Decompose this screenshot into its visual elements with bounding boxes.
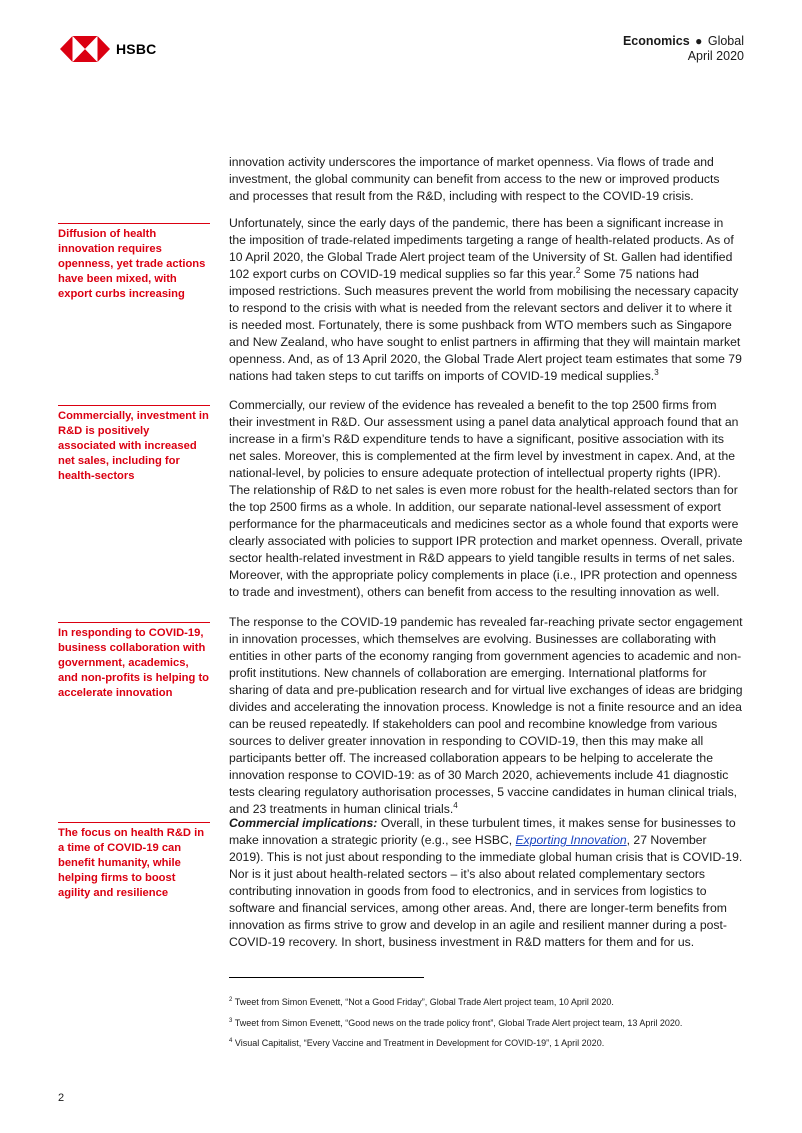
footnote-ref[interactable]: 2 (575, 265, 581, 275)
footnote (229, 1015, 749, 1029)
body-paragraph (229, 397, 743, 601)
brand-name: HSBC (116, 41, 157, 57)
sidebar-callout: The focus on health R&D in a time of COVID-19 can benefit humanity, while helping firms to boost agility and resilience (58, 822, 210, 901)
paragraph-text: Some 75 nations had imposed restrictions. Such measures prevent the world from mobilising the necessary capacity to respond to the crisis with what is needed from the relevant sectors and deliver it to where it is needed most. Fortunately, there is some pushback from WTO members such as Singapore and New Zealand, who have sought to enlist partners in affirming that they will maintain market openness. And, as of 13 April 2020, the Global Trade Alert project team estimates that some 79 nations had taken steps to cut tariffs on imports of COVID-19 medical supplies. (229, 267, 742, 383)
footnote (229, 994, 749, 1008)
hsbc-logo (60, 36, 156, 62)
body-paragraph (229, 614, 743, 818)
report-date: April 2020 (687, 49, 744, 63)
hsbc-hexagon-icon (60, 36, 110, 62)
body-paragraph (229, 154, 743, 205)
section-label: Economics (622, 34, 690, 48)
footnote-number: 4 (229, 1038, 233, 1044)
bullet-separator: ● (695, 34, 703, 48)
footnote-ref[interactable]: 4 (453, 800, 458, 810)
paragraph-text: innovation activity underscores the importance of market openness. Via flows of trade and investment, the global community can benefit from access to the new or improved products and processes that result from the R&D, including with respect to the COVID-19 crisis. (229, 155, 720, 203)
paragraph-text: , 27 November 2019). This is not just about responding to the immediate global human crisis that is COVID-19. Nor is it just about health-related sectors – it’s also about related complementary sectors contributing innovation in goods from food to electronics, and in services from logistics to software and financial services, among other areas. And, there are longer-term benefits from innovation as firms strive to grow and develop in an agile and resilient manner during a post-COVID-19 recovery. In short, business investment in R&D matters for them and for us. (229, 833, 743, 949)
footnote-text: Tweet from Simon Evenett, “Good news on the trade policy front”, Global Trade Alert project team, 13 April 2020. (234, 1018, 683, 1028)
footnote-number: 2 (229, 997, 233, 1003)
body-paragraph (229, 815, 743, 951)
report-header (623, 34, 744, 64)
paragraph-text: Overall, in these turbulent times, it makes sense for businesses to make innovation a strategic priority (e.g., see HSBC, (229, 816, 736, 847)
region-label: Global (707, 34, 744, 48)
footnote-number: 3 (229, 1018, 233, 1024)
sidebar-callout: In responding to COVID-19, business collaboration with government, academics, and non-profits is helping to accelerate innovation (58, 622, 210, 701)
page-number: 2 (58, 1092, 65, 1104)
footnote (229, 1035, 749, 1049)
footnote-divider (229, 977, 424, 978)
paragraph-lead: Commercial implications: (229, 816, 378, 830)
paragraph-text: Unfortunately, since the early days of the pandemic, there has been a significant increase in the imposition of trade-related impediments targeting a range of health-related products. As of 10 April 2020, the Global Trade Alert project team of the University of St. Gallen had identified 102 export curbs on COVID-19 medical supplies so far this year. (229, 216, 734, 281)
body-paragraph (229, 215, 743, 385)
footnote-text: Visual Capitalist, “Every Vaccine and Treatment in Development for COVID-19”, 1 April 2020. (234, 1038, 605, 1048)
sidebar-callout: Diffusion of health innovation requires openness, yet trade actions have been mixed, with export curbs increasing (58, 223, 210, 302)
exporting-innovation-link[interactable]: Exporting Innovation (515, 833, 627, 847)
paragraph-text: The response to the COVID-19 pandemic has revealed far-reaching private sector engagement in innovation processes, which themselves are evolving. Businesses are collaborating with entities in other parts of the economy ranging from government agencies to academic and non-profit institutions. New channels of collaboration are emerging. International platforms for sharing of data and pre-publication research and for virtual live exchanges of ideas are bridging divides and accelerating the innovation process. Knowledge is not a finite resource and an idea can be reused repeatedly. If stakeholders can pool and recombine knowledge from various sources to deliver greater innovation in responding to COVID-19, then this may make all participants better off. The increased collaboration appears to be helping to accelerate the innovation response to COVID-19: as of 30 March 2020, achievements include 41 diagnostic tests clearing regulatory authorisation processes, 5 vaccine candidates in human clinical trials, and 23 treatments in human clinical trials. (229, 615, 743, 816)
sidebar-callout: Commercially, investment in R&D is positively associated with increased net sales, including for health-sectors (58, 405, 210, 484)
footnote-text: Tweet from Simon Evenett, “Not a Good Friday”, Global Trade Alert project team, 10 April 2020. (234, 997, 614, 1007)
footnote-ref[interactable]: 3 (654, 367, 659, 377)
paragraph-text: Commercially, our review of the evidence has revealed a benefit to the top 2500 firms from their investment in R&D. Our assessment using a panel data analytical approach found that an increase in a firm’s R&D expenditure tends to have a significant, positive association with its net sales. Moreover, this is complemented at the firm level by investment in capex. And, at the national-level, by policies to ensure adequate protection of intellectual property rights (IPR). The relationship of R&D to net sales is even more robust for the health-related sectors than for the top 2500 firms as a whole. In addition, our separate national-level assessment of export performance for the pharmaceuticals and medicines sector as a whole found that exports were clearly associated with policies to support IPR protection and market openness. Overall, private sector health-related investment in R&D appears to yield tangible results in terms of net sales. Moreover, with the appropriate policy complements in place (i.e., IPR protection and openness to trade and investment), others can benefit from access to the resulting innovation as well. (229, 398, 743, 599)
